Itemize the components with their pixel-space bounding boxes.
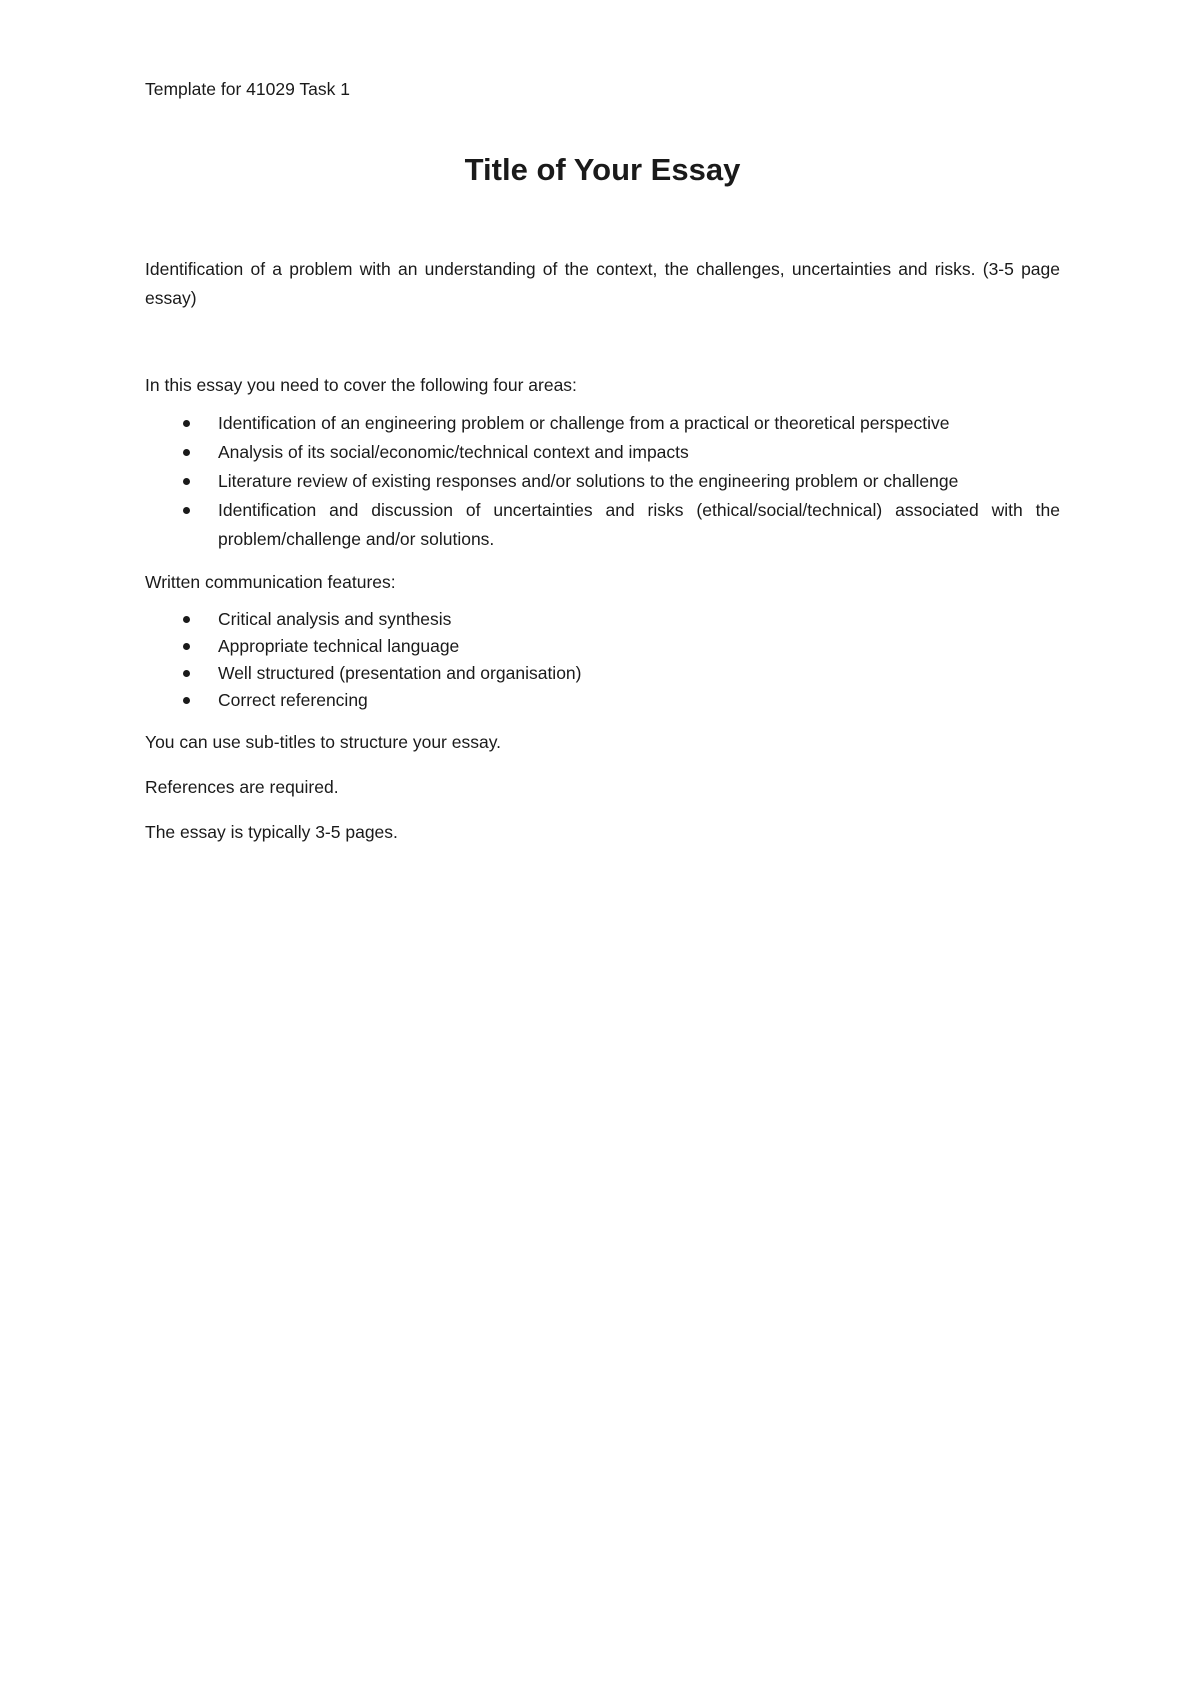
bullet-icon <box>183 507 190 514</box>
list-item-text: Literature review of existing responses and/or solutions to the engineering problem or challenge <box>218 471 959 491</box>
list-item <box>145 409 1060 438</box>
list-item <box>145 606 1060 633</box>
list-item <box>145 496 1060 554</box>
list-item-text: Appropriate technical language <box>218 636 460 656</box>
list-item-text: Identification and discussion of uncertainties and risks (ethical/social/technical) associated with the problem/challenge and/or solutions. <box>218 500 1060 549</box>
note-subtitles: You can use sub-titles to structure your essay. <box>145 732 502 752</box>
bullet-icon <box>183 697 190 704</box>
list-item-text: Analysis of its social/economic/technical context and impacts <box>218 442 689 462</box>
bullet-icon <box>183 478 190 485</box>
list-item-text: Correct referencing <box>218 690 368 710</box>
list-item <box>145 633 1060 660</box>
essay-title: Title of Your Essay <box>464 152 741 187</box>
bullet-icon <box>183 616 190 623</box>
note-length: The essay is typically 3-5 pages. <box>145 822 398 842</box>
page-header: Template for 41029 Task 1 <box>145 79 350 99</box>
list-item <box>145 660 1060 687</box>
list-item-text: Critical analysis and synthesis <box>218 609 452 629</box>
bullet-icon <box>183 420 190 427</box>
note-references: References are required. <box>145 777 339 797</box>
list-item-text: Identification of an engineering problem or challenge from a practical or theoretical perspective <box>218 413 950 433</box>
list-item <box>145 467 1060 496</box>
bullet-icon <box>183 643 190 650</box>
intro-paragraph: Identification of a problem with an understanding of the context, the challenges, uncertainties and risks. (3-5 page essay) <box>145 259 1060 308</box>
list-item <box>145 438 1060 467</box>
areas-list <box>145 409 1060 554</box>
document-body <box>145 255 1060 863</box>
bullet-icon <box>183 670 190 677</box>
list-item <box>145 687 1060 714</box>
areas-lead: In this essay you need to cover the following four areas: <box>145 375 577 395</box>
bullet-icon <box>183 449 190 456</box>
features-list <box>145 606 1060 714</box>
features-lead: Written communication features: <box>145 572 396 592</box>
list-item-text: Well structured (presentation and organisation) <box>218 663 582 683</box>
